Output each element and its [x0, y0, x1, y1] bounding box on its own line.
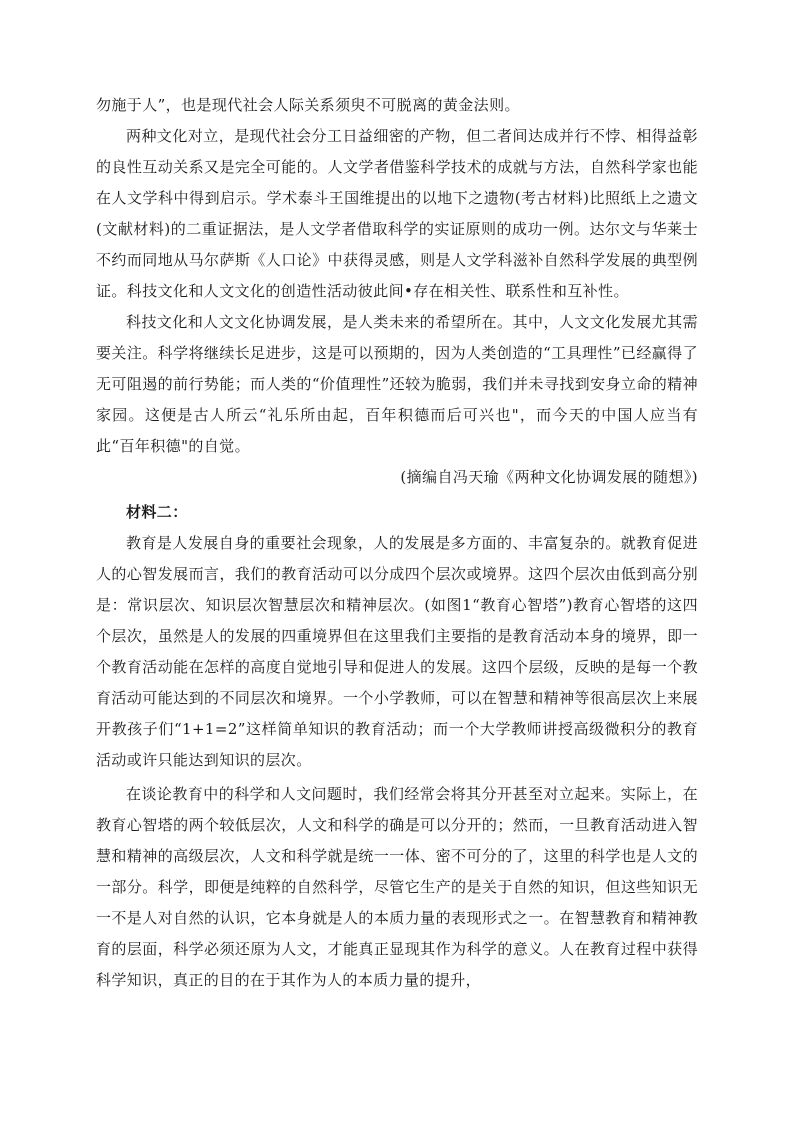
paragraph-science-humanities: 在谈论教育中的科学和人文问题时，我们经常会将其分开甚至对立起来。实际上，在教育心智塔的两个较低层次，人文和科学的确是可以分开的；然而，一旦教育活动进入智慧和精神的高级层次，人文和科学就是统一一体、密不可分的了，这里的科学也是人文的一部分。科学，即便是纯粹的自然科学，尽管它生产的是关于自然的知识，但这些知识无一不是人对自然的认识，它本身就是人的本质力量的表现形式之一。在智慧教育和精神教育的层面，科学必须还原为人文，才能真正显现其作为科学的意义。人在教育过程中获得科学知识，真正的目的在于其作为人的本质力量的提升，	[96, 785, 698, 989]
article-body	[96, 90, 698, 996]
paragraph-coordinated-development: 科技文化和人文文化协调发展，是人类未来的希望所在。其中，人文文化发展尤其需要关注。科学将继续长足进步，这是可以预期的，因为人类创造的“工具理性”已经赢得了无可阻遏的前行势能；而人类的“价值理性”还较为脆弱，我们并未寻找到安身立命的精神家园。这便是古人所云“礼乐所由起，百年积德而后可兴也"，而今天的中国人应当有此“百年积德"的自觉。	[96, 313, 698, 455]
paragraph-continuation: 勿施于人”，也是现代社会人际关系须臾不可脱离的黄金法则。	[96, 96, 520, 114]
paragraph-two-cultures: 两种文化对立，是现代社会分工日益细密的产物，但二者间达成并行不悖、相得益彰的良性互动关系又是完全可能的。人文学者借鉴科学技术的成就与方法，自然科学家也能在人文学科中得到启示。学术泰斗王国维提出的以地下之遗物(考古材料)比照纸上之遗文(文献材料)的二重证据法，是人文学者借取科学的实证原则的成功一例。达尔文与华莱士不约而同地从马尔萨斯《人口论》中获得灵感，则是人文学科滋补自然科学发展的典型例证。科技文化和人文文化的创造性活动彼此间•存在相关性、联系性和互补性。	[96, 127, 698, 300]
section-heading-material-two: 材料二：	[126, 503, 188, 521]
paragraph-education-levels: 教育是人发展自身的重要社会现象，人的发展是多方面的、丰富复杂的。就教育促进人的心智发展而言，我们的教育活动可以分成四个层次或境界。这四个层次由低到高分别是：常识层次、知识层次智慧层次和精神层次。(如图1“教育心智塔”)教育心智塔的这四个层次，虽然是人的发展的四重境界但在这里我们主要指的是教育活动本身的境界，即一个教育活动能在怎样的高度自觉地引导和促进人的发展。这四个层级，反映的是每一个教育活动可能达到的不同层次和境界。一个小学教师，可以在智慧和精神等很高层次上来展开教孩子们“1+1=2”这样简单知识的教育活动；而一个大学教师讲授高级微积分的教育活动或许只能达到知识的层次。	[96, 534, 698, 769]
source-citation: (摘编自冯天瑜《两种文化协调发展的随想》)	[400, 468, 698, 486]
